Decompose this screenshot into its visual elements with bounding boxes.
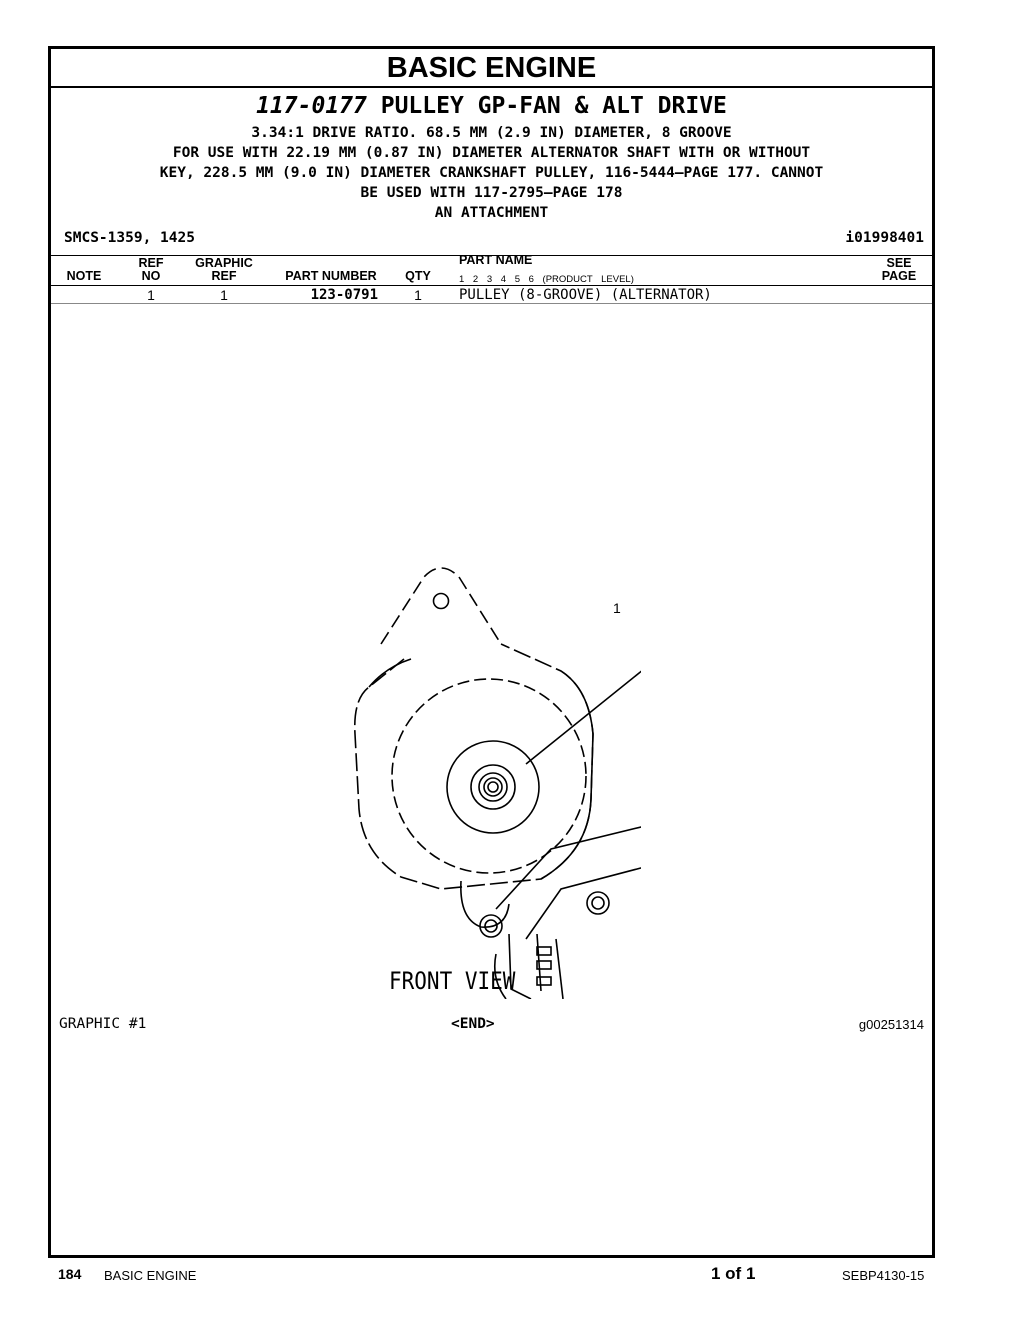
parts-page-frame: [48, 46, 935, 1258]
header-note: NOTE: [66, 269, 102, 283]
header-graphic-top: GRAPHIC: [195, 256, 253, 270]
graphic-id: g00251314: [858, 1017, 924, 1032]
graphic-label: GRAPHIC #1: [59, 1016, 147, 1032]
part-group-number: 117-0177: [256, 93, 367, 119]
footer-section: BASIC ENGINE: [104, 1268, 197, 1283]
header-see-bottom: PAGE: [881, 269, 917, 283]
part-title: [51, 93, 932, 119]
smcs-code: SMCS-1359, 1425: [64, 230, 195, 246]
header-qty: QTY: [405, 269, 431, 283]
row-ref-no: 1: [147, 287, 155, 303]
header-part-name: PART NAME: [459, 253, 533, 267]
description-line: FOR USE WITH 22.19 MM (0.87 IN) DIAMETER ALTERNATOR SHAFT WITH OR WITHOUT: [172, 145, 811, 161]
table-header-rule: [51, 285, 932, 286]
part-description: [51, 123, 932, 223]
description-line: 3.34:1 DRIVE RATIO. 68.5 MM (2.9 IN) DIAMETER, 8 GROOVE: [251, 125, 732, 141]
header-product-level: 1 2 3 4 5 6 (PRODUCT LEVEL): [459, 274, 634, 285]
alternator-front-view-graphic: [341, 559, 641, 999]
description-line: BE USED WITH 117-2795—PAGE 178: [360, 185, 623, 201]
page-of: 1 of 1: [711, 1264, 756, 1283]
part-group-name: PULLEY GP-FAN & ALT DRIVE: [380, 93, 727, 119]
section-title: BASIC ENGINE: [51, 49, 932, 88]
page-number: 184: [58, 1266, 82, 1282]
description-line: KEY, 228.5 MM (9.0 IN) DIAMETER CRANKSHAFT PULLEY, 116-5444—PAGE 177. CANNOT: [159, 165, 824, 181]
document-id: SEBP4130-15: [842, 1268, 925, 1283]
header-graphic-bottom: REF: [211, 269, 237, 283]
illustration-id: i01998401: [845, 230, 924, 246]
header-ref-bottom: NO: [141, 269, 161, 283]
row-qty: 1: [414, 287, 422, 303]
row-graphic-ref: 1: [220, 287, 228, 303]
row-part-number: 123-0791: [310, 287, 378, 303]
table-row-rule: [51, 303, 932, 304]
header-ref-top: REF: [138, 256, 164, 270]
header-part-number: PART NUMBER: [285, 269, 377, 283]
description-line: AN ATTACHMENT: [434, 205, 549, 221]
view-label: FRONT VIEW: [389, 967, 516, 995]
callout-number: 1: [613, 600, 621, 616]
header-see-top: SEE: [886, 256, 912, 270]
end-marker: <END>: [451, 1016, 495, 1032]
row-part-name: PULLEY (8-GROOVE) (ALTERNATOR): [459, 287, 712, 303]
